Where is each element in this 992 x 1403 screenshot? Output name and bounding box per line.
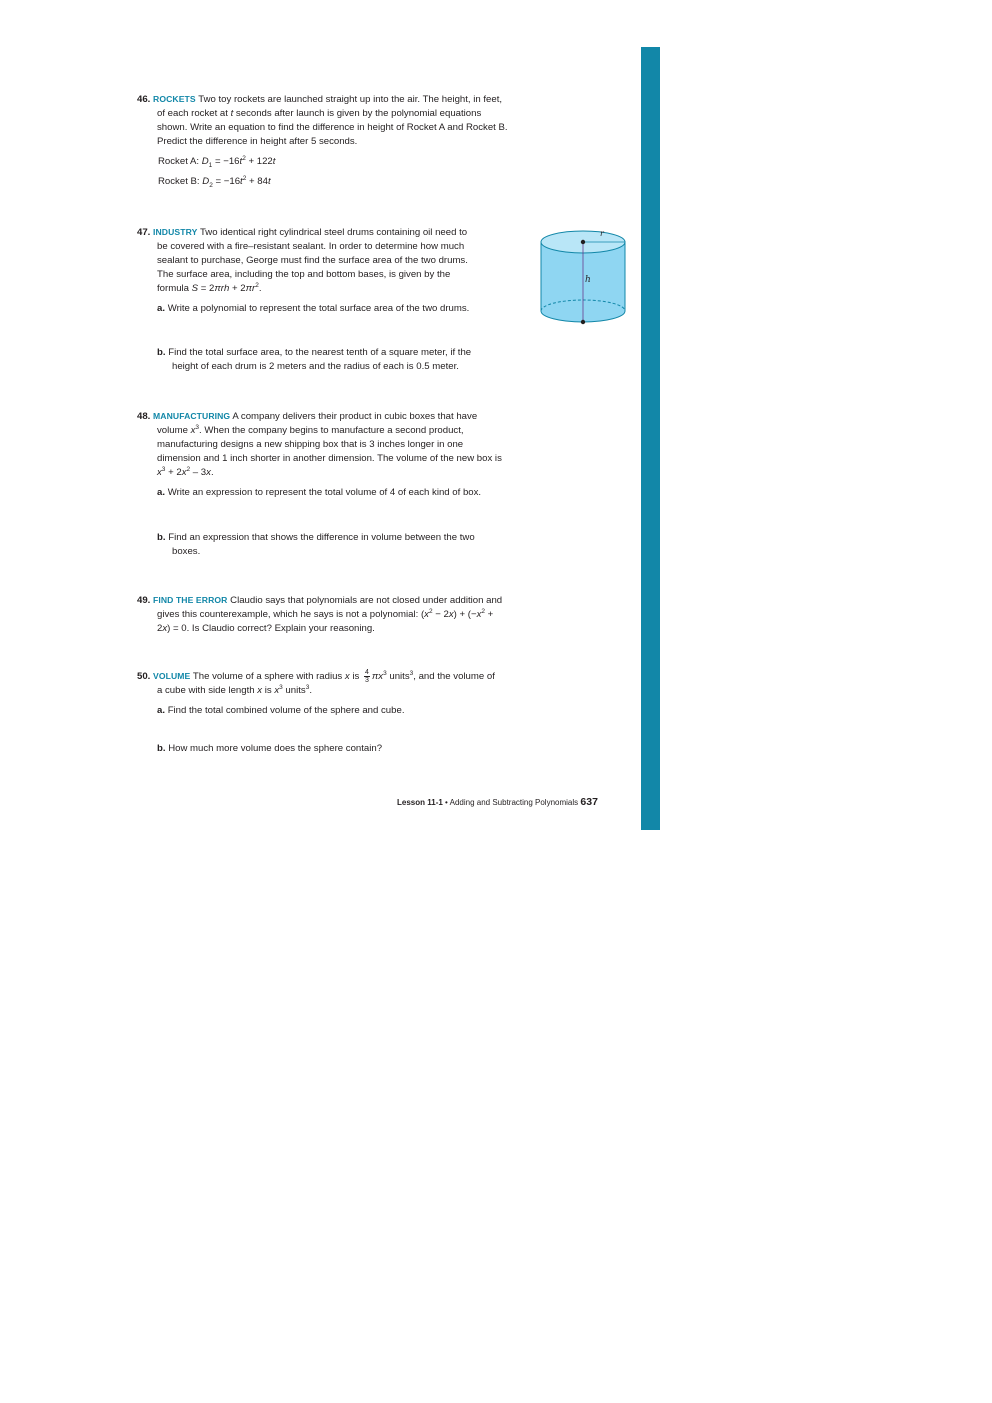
rocket-a-equation: Rocket A: $D_1 = -16t^2 + 122t$	[158, 154, 276, 169]
bottom-center-point	[581, 320, 585, 324]
problem-text: The volume of a sphere with radius x is $\frac{4}{3}$ $\pi x^3$ units$^3$, and the volume of	[192, 669, 495, 684]
part-b: b. Find an expression that shows the difference in volume between the two	[157, 532, 475, 543]
problem-topic: VOLUME	[153, 671, 191, 682]
problem-text-line: sealant to purchase, George must find the surface area of the two drums.	[157, 255, 468, 266]
problem-topic: INDUSTRY	[153, 227, 198, 237]
problem-text: A company delivers their product in cubic boxes that have	[232, 411, 478, 422]
problem-text-line: 2x) = 0. Is Claudio correct? Explain your reasoning.	[157, 623, 375, 634]
problem-text-line: The surface area, including the top and bottom bases, is given by the	[157, 269, 451, 280]
problem-topic: FIND THE ERROR	[153, 595, 228, 605]
radius-label: r	[600, 229, 604, 238]
problem-number: 49.	[137, 595, 151, 606]
problem-text-line: manufacturing designs a new shipping box that is 3 inches longer in one	[157, 439, 464, 450]
rocket-b-equation: Rocket B: $D_2 = -16t^2 + 84t$	[158, 174, 271, 189]
problem-50	[137, 669, 557, 756]
problem-number: 46.	[137, 94, 151, 105]
height-label: h	[585, 275, 591, 285]
cylinder-diagram	[536, 225, 630, 339]
problem-topic: MANUFACTURING	[153, 411, 231, 421]
page-footer	[397, 795, 598, 810]
problem-text-line: volume $x^3$. When the company begins to manufacture a second product,	[157, 423, 464, 436]
four-thirds-fraction: $\frac{4}{3}$	[364, 669, 369, 684]
part-a: a. Write a polynomial to represent the total surface area of the two drums.	[157, 303, 470, 314]
part-b-continued: height of each drum is 2 meters and the radius of each is 0.5 meter.	[172, 361, 459, 372]
problem-46	[137, 92, 557, 189]
footer-bullet: •	[442, 798, 450, 807]
problem-text: Claudio says that polynomials are not closed under addition and	[230, 595, 503, 606]
side-color-bar	[641, 47, 660, 830]
problem-text-line: of each rocket at t seconds after launch is given by the polynomial equations	[157, 108, 482, 119]
footer-lesson: Lesson 11-1	[397, 798, 443, 807]
page-number: 637	[580, 796, 598, 808]
problem-number: 48.	[137, 411, 151, 422]
problem-text-line: Predict the difference in height after 5 seconds.	[157, 136, 358, 147]
problem-text: Two identical right cylindrical steel drums containing oil need to	[199, 227, 468, 238]
problem-text-line: dimension and 1 inch shorter in another dimension. The volume of the new box is	[157, 453, 502, 464]
part-b-continued: boxes.	[172, 546, 201, 557]
problem-number: 47.	[137, 227, 151, 238]
problem-49	[137, 593, 557, 636]
top-center-point	[581, 240, 585, 244]
problem-text-line: gives this counterexample, which he says is not a polynomial: $(x^2 - 2x) + (-x^2$ +	[157, 607, 494, 620]
surface-area-formula: formula $S = 2\pi rh + 2\pi r^2$.	[157, 281, 262, 294]
problem-text-line: shown. Write an equation to find the difference in height of Rocket A and Rocket B.	[157, 122, 508, 133]
problem-text-line: be covered with a fire–resistant sealant. In order to determine how much	[157, 241, 465, 252]
problem-topic: ROCKETS	[153, 94, 196, 104]
problem-number: 50.	[137, 671, 151, 683]
part-a: a. Write an expression to represent the total volume of 4 of each kind of box.	[157, 487, 482, 498]
problem-text: Two toy rockets are launched straight up into the air. The height, in feet,	[198, 94, 503, 105]
problem-text-line: a cube with side length x is $x^3$ units$^3$.	[157, 683, 312, 697]
problem-48	[137, 409, 557, 559]
part-b: b. Find the total surface area, to the nearest tenth of a square meter, if the	[157, 347, 472, 358]
part-a: a. Find the total combined volume of the sphere and cube.	[157, 705, 405, 717]
part-b: b. How much more volume does the sphere contain?	[157, 743, 383, 755]
volume-expression: $x^3 + 2x^2 - 3x$.	[157, 465, 214, 478]
footer-title: Adding and Subtracting Polynomials	[449, 798, 579, 807]
problem-47	[137, 225, 527, 374]
